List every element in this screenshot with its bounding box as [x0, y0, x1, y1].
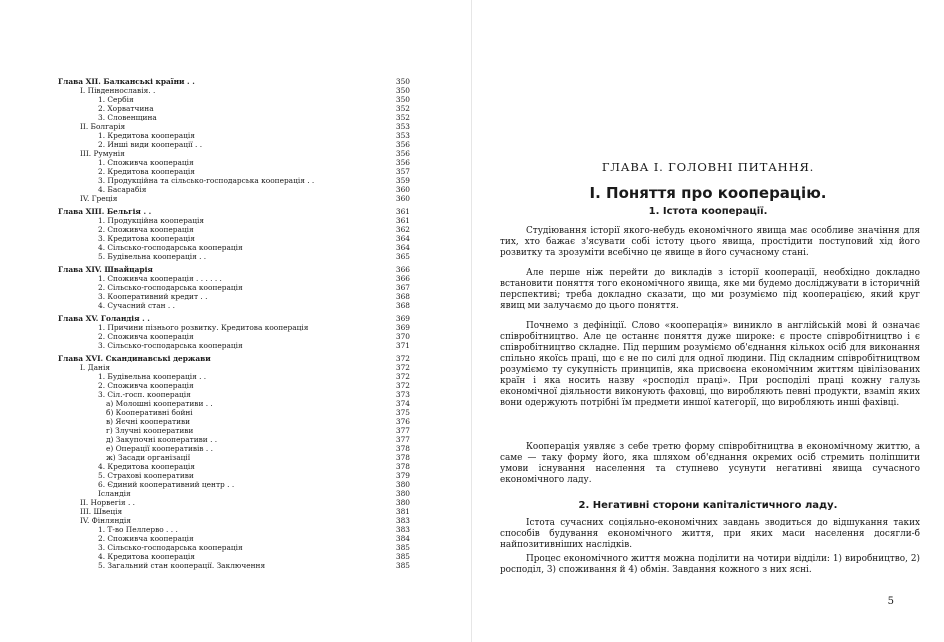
toc-entry-title: 3. Продукційна та сільсько-господарська кооперація . . [98, 176, 315, 185]
toc-page-number: 359 [395, 176, 410, 185]
body-paragraph [500, 321, 920, 409]
toc-page-number: 380 [395, 498, 410, 507]
toc-entry-title: 4. Сільсько-господарська кооперація [98, 243, 243, 252]
toc-entry-title: б) Кооперативні бойні [106, 408, 193, 417]
toc-entry-title: IV. Фінляндія [80, 516, 131, 525]
toc-entry-title: 1. Продукційна кооперація [98, 216, 205, 225]
toc-entry-title: II. Болгарія [80, 122, 126, 131]
toc-entry [58, 194, 410, 203]
toc-entry-title: 2. Споживча кооперація [98, 332, 194, 341]
toc-entry [58, 444, 410, 453]
toc-entry-title: г) Злучні кооперативи [106, 426, 194, 435]
toc-page-number: 356 [395, 158, 410, 167]
toc-page-number: 385 [395, 543, 410, 552]
toc-page-number: 356 [395, 149, 410, 158]
toc-entry-title: 1. Сербія [98, 95, 134, 104]
toc-entry [58, 507, 410, 516]
toc-page-number: 380 [395, 480, 410, 489]
toc-entry [58, 516, 410, 525]
toc-entry [58, 489, 410, 498]
body-paragraph [500, 554, 920, 576]
toc-entry [58, 323, 410, 332]
toc-entry [58, 471, 410, 480]
toc-page-number: 375 [395, 408, 410, 417]
toc-entry-title: 1. Споживча кооперація . . . . . . [98, 274, 222, 283]
toc-entry-title: 1. Кредитова кооперація [98, 131, 195, 140]
toc-entry-title: 2. Споживча кооперація [98, 381, 194, 390]
toc-entry-title: II. Норвегія . . [80, 498, 135, 507]
toc-page-number: 352 [395, 104, 410, 113]
toc-entry [58, 149, 410, 158]
toc-page-number: 378 [395, 453, 410, 462]
toc-entry-title: 3. Словенщина [98, 113, 157, 122]
toc-page-number: 377 [395, 426, 410, 435]
toc-page-number: 372 [395, 381, 410, 390]
toc-entry-title: 5. Будівельна кооперація . . [98, 252, 207, 261]
toc-page-number: 350 [395, 95, 410, 104]
toc-page-number: 368 [395, 292, 410, 301]
toc-entry-title: 2. Споживча кооперація [98, 534, 194, 543]
toc-entry [58, 122, 410, 131]
toc-entry-title: в) Яєчні кооперативи [106, 417, 191, 426]
toc-chapter-entry [58, 77, 410, 86]
toc-page-number: 372 [395, 372, 410, 381]
toc-page-number: 370 [395, 332, 410, 341]
toc-entry-title: ж) Засади організації [106, 453, 191, 462]
toc-page-number: 383 [395, 525, 410, 534]
toc-page-number: 350 [395, 86, 410, 95]
subsection-title: 2. Негативні сторони капіталістичного ладу. [578, 500, 838, 511]
toc-entry [58, 167, 410, 176]
toc-entry [58, 185, 410, 194]
toc-entry [58, 283, 410, 292]
paragraph-text: Студіювання історії якого-небудь економічного явища має особливе значіння для тих, хто бажає з'ясувати собі істоту цього явища, простідити поступовий хід його розвитку та зрозуміти всебічно це явище в його сучасному стані. [500, 226, 920, 258]
toc-entry [58, 131, 410, 140]
toc-entry-title: 5. Страхові кооперативи [98, 471, 194, 480]
toc-page-number: 353 [395, 122, 410, 131]
toc-entry-title: I. Південнославія. . [80, 86, 156, 95]
paragraph-text: Почнемо з дефініції. Слово «кооперація» виникло в англійській мові й означає співробітництво. Але це останнє поняття дуже широке: є просте співробітництво і є співробітництво складне. Під першим розуміємо об'єднання кількох осіб для виконання спільно якоїсь праці, що є не по силі для одної людини. Під складним співробітництвом розуміємо ту сукупність принципів, яка присвоєна економічним життям цівілізованих країн і яка носить назву «росподіл праці». При росподілі праці кожну галузь економічної діяльности виконують фаховці, що виробляють певні продукти, взаміп яких вони одержують потрібні їм предмети иншої категорії, що виробляють инші фахівці. [500, 321, 920, 408]
toc-entry [58, 435, 410, 444]
toc-entry [58, 408, 410, 417]
toc-entry-title: 2. Инші види кооперації . . [98, 140, 203, 149]
toc-page-number: 373 [395, 390, 410, 399]
toc-entry [58, 225, 410, 234]
toc-page-number: 383 [395, 516, 410, 525]
toc-entry-title: Глава XIV. Швайцарія [58, 265, 153, 274]
toc-entry-title: е) Операції кооперативів . . [106, 444, 213, 453]
toc-entry-title: 4. Кредитова кооперація [98, 462, 195, 471]
toc-entry [58, 140, 410, 149]
toc-page-number: 371 [395, 341, 410, 350]
toc-page-number: 361 [395, 207, 410, 216]
toc-entry-title: I. Данія [80, 363, 110, 372]
toc-entry [58, 158, 410, 167]
toc-entry [58, 292, 410, 301]
toc-entry-title: 2. Хорватчина [98, 104, 154, 113]
toc-page-number: 369 [395, 323, 410, 332]
toc-entry-title: 1. Причини пізнього розвитку. Кредитова кооперація [98, 323, 309, 332]
toc-entry-title: 4. Сучасний стан . . [98, 301, 175, 310]
toc-entry-title: 2. Сільсько-господарська кооперація [98, 283, 243, 292]
toc-entry [58, 234, 410, 243]
toc-entry-title: 4. Кредитова кооперація [98, 552, 195, 561]
toc-entry [58, 453, 410, 462]
toc-chapter-entry [58, 265, 410, 274]
toc-page-number: 385 [395, 552, 410, 561]
toc-page-number: 367 [395, 283, 410, 292]
body-paragraph [500, 442, 920, 486]
toc-entry-title: 3. Сільсько-господарська кооперація [98, 543, 243, 552]
toc-entry [58, 113, 410, 122]
toc-entry-title: Глава XII. Балканські країни . . [58, 77, 195, 86]
toc-chapter-entry [58, 354, 410, 363]
toc-page-number: 365 [395, 252, 410, 261]
toc-page-number: 378 [395, 444, 410, 453]
toc-page-number: 357 [395, 167, 410, 176]
toc-entry-title: д) Закупочні кооперативи . . [106, 435, 218, 444]
toc-entry [58, 534, 410, 543]
toc-entry [58, 561, 410, 570]
paragraph-text: Істота сучасних соціяльно-економічних завдань зводиться до відшукання таких способів будування економічного життя, при яких маси населення досягли-б найпозитивніших наслідків. [500, 518, 920, 550]
toc-page-number: 356 [395, 140, 410, 149]
toc-page-number: 384 [395, 534, 410, 543]
toc-entry-title: IV. Греція [80, 194, 118, 203]
toc-entry-title: 2. Кредитова кооперація [98, 167, 195, 176]
toc-entry [58, 363, 410, 372]
toc-page-number: 377 [395, 435, 410, 444]
toc-page-number: 372 [395, 363, 410, 372]
toc-page-number: 350 [395, 77, 410, 86]
toc-page-number: 368 [395, 301, 410, 310]
subsection-title: 1. Істота кооперації. [648, 206, 768, 217]
toc-entry-title: 1. Споживча кооперація [98, 158, 194, 167]
toc-entry-title: 6. Єдиний кооперативний центр . . [98, 480, 235, 489]
toc-entry [58, 104, 410, 113]
toc-page-number: 381 [395, 507, 410, 516]
toc-entry [58, 480, 410, 489]
toc-entry [58, 381, 410, 390]
toc-entry [58, 498, 410, 507]
toc-entry [58, 95, 410, 104]
paragraph-text: Кооперація уявляє з себе третю форму співробітництва в економічному життю, а саме — таку форму його, яка шляхом об'єднання окремих осіб стремить поліпшити умови існування населення та ступнево усунути негативні явища сучасного економічного ладу. [500, 442, 920, 485]
toc-entry [58, 552, 410, 561]
toc-chapter-entry [58, 207, 410, 216]
toc-entry [58, 462, 410, 471]
toc-entry [58, 417, 410, 426]
page-number: 5 [887, 596, 894, 607]
toc-page-number: 379 [395, 471, 410, 480]
toc-entry-title: Ісландія [98, 489, 131, 498]
toc-page-number: 352 [395, 113, 410, 122]
toc-entry [58, 399, 410, 408]
toc-entry-title: 3. Сільсько-господарська кооперація [98, 341, 243, 350]
section-title: І. Поняття про кооперацію. [589, 184, 827, 202]
paragraph-text: Процес економічного життя можна поділити на чотири відділи: 1) виробництво, 2) росподіл, 3) споживання й 4) обмін. Завдання кожного з них ясні. [500, 554, 920, 575]
toc-entry-title: 1. Будівельна кооперація . . [98, 372, 207, 381]
toc-entry [58, 341, 410, 350]
toc-entry [58, 332, 410, 341]
toc-page-number: 369 [395, 314, 410, 323]
toc-page-number: 374 [395, 399, 410, 408]
toc-entry [58, 243, 410, 252]
chapter-title: ГЛАВА І. ГОЛОВНІ ПИТАННЯ. [601, 160, 815, 174]
toc-entry [58, 372, 410, 381]
body-paragraph [500, 226, 920, 259]
toc-page-number: 364 [395, 243, 410, 252]
right-page [472, 0, 944, 642]
toc-entry [58, 426, 410, 435]
body-paragraph [500, 268, 920, 312]
toc-entry-title: 3. Кооперативний кредит . . [98, 292, 208, 301]
toc-entry-title: 2. Споживча кооперація [98, 225, 194, 234]
toc-entry-title: Глава XVI. Скандинавські держави [58, 354, 211, 363]
toc-entry [58, 86, 410, 95]
toc-entry-title: Глава XIII. Бельгія . . [58, 207, 152, 216]
table-of-contents [58, 77, 410, 570]
toc-entry [58, 525, 410, 534]
toc-entry [58, 301, 410, 310]
toc-entry [58, 216, 410, 225]
toc-page-number: 385 [395, 561, 410, 570]
toc-entry-title: 5. Загальний стан кооперації. Заключення [98, 561, 266, 570]
toc-chapter-entry [58, 314, 410, 323]
toc-entry-title: 3. Кредитова кооперація [98, 234, 195, 243]
toc-entry-title: III. Швеція [80, 507, 123, 516]
toc-entry [58, 176, 410, 185]
toc-page-number: 362 [395, 225, 410, 234]
toc-page-number: 380 [395, 489, 410, 498]
toc-page-number: 372 [395, 354, 410, 363]
toc-page-number: 376 [395, 417, 410, 426]
toc-entry [58, 252, 410, 261]
toc-page-number: 360 [395, 194, 410, 203]
toc-entry [58, 543, 410, 552]
toc-page-number: 366 [395, 265, 410, 274]
toc-page-number: 361 [395, 216, 410, 225]
toc-entry [58, 274, 410, 283]
toc-entry-title: III. Румунія [80, 149, 125, 158]
toc-page-number: 360 [395, 185, 410, 194]
toc-entry-title: 4. Басарабія [98, 185, 147, 194]
paragraph-text: Але перше ніж перейти до викладів з історії кооперації, необхідно докладно встановити поняття того економічного явища, яке ми будемо досліджувати в історичній перспективі; треба докладно сказати, що ми розуміємо під кооперацією, який круг явищ ми залучаємо до цього поняття. [500, 268, 920, 311]
toc-page-number: 366 [395, 274, 410, 283]
toc-entry-title: 3. Сіл.-госп. кооперація [98, 390, 191, 399]
toc-entry-title: а) Молошні кооперативи . . [106, 399, 213, 408]
toc-page-number: 378 [395, 462, 410, 471]
toc-entry-title: 1. Т-во Пеллерво . . . [98, 525, 178, 534]
toc-page-number: 364 [395, 234, 410, 243]
body-paragraph [500, 518, 920, 551]
toc-entry-title: Глава XV. Голандія . . [58, 314, 150, 323]
toc-entry [58, 390, 410, 399]
toc-page-number: 353 [395, 131, 410, 140]
